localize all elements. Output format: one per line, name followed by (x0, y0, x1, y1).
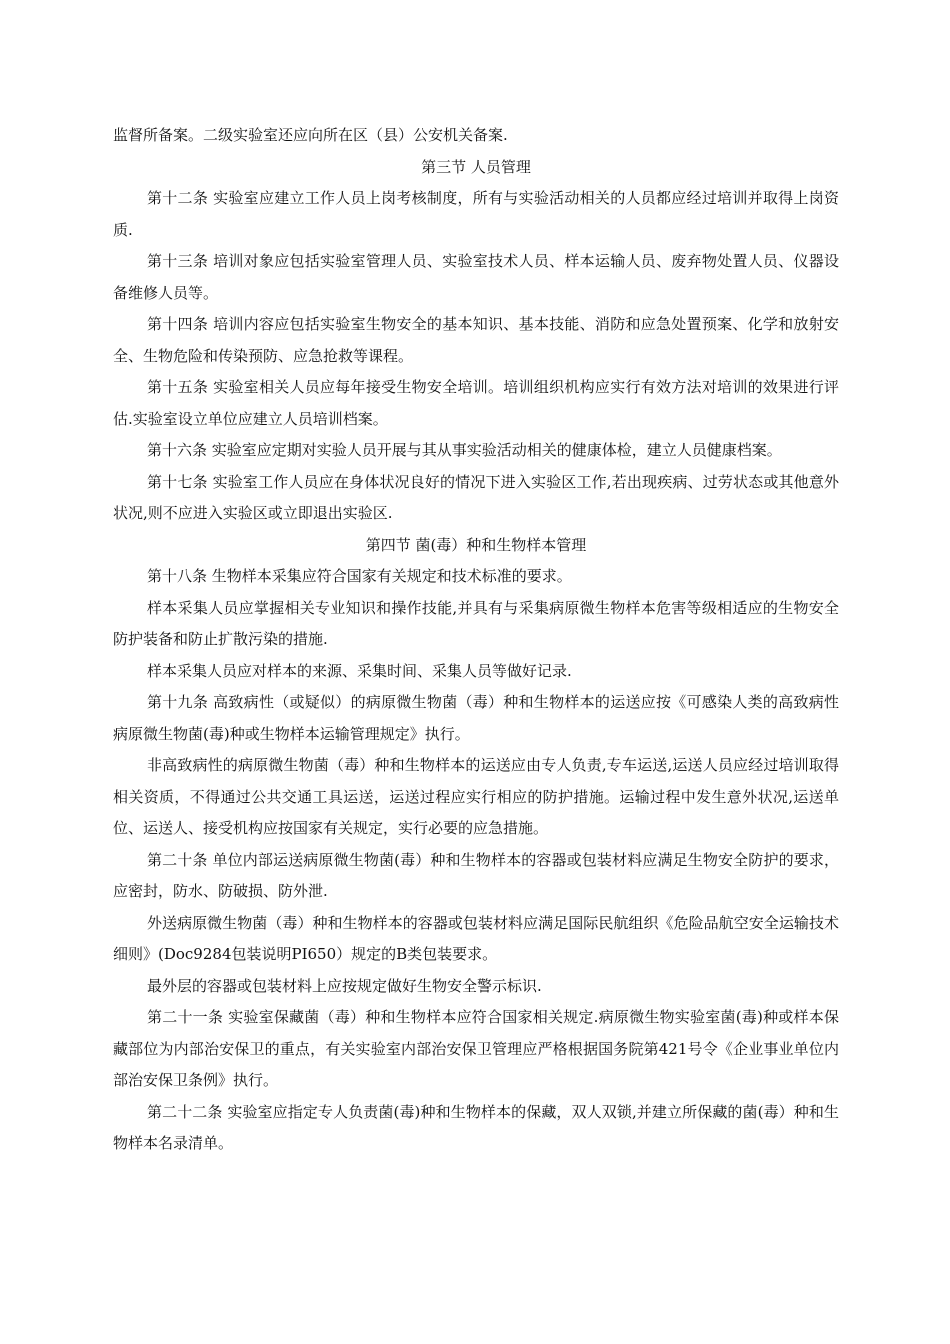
paragraph: 第二十一条 实验室保藏菌（毒）种和生物样本应符合国家相关规定.病原微生物实验室菌(毒)种或样本保藏部位为内部治安保卫的重点，有关实验室内部治安保卫管理应严格根据国务院第421号令《企业事业单位内部治安保卫条例》执行。 (113, 1008, 839, 1089)
paragraph: 样本采集人员应对样本的来源、采集时间、采集人员等做好记录. (147, 661, 572, 680)
paragraph: 第二十二条 实验室应指定专人负责菌(毒)种和生物样本的保藏，双人双锁,并建立所保藏的菌(毒）种和生物样本名录清单。 (113, 1102, 839, 1152)
paragraph: 第十二条 实验室应建立工作人员上岗考核制度，所有与实验活动相关的人员都应经过培训并取得上岗资质. (113, 189, 839, 239)
paragraph: 第十六条 实验室应定期对实验人员开展与其从事实验活动相关的健康体检，建立人员健康档案。 (147, 441, 782, 459)
paragraph: 第十九条 高致病性（或疑似）的病原微生物菌（毒）种和生物样本的运送应按《可感染人类的高致病性病原微生物菌(毒)种或生物样本运输管理规定》执行。 (113, 693, 839, 743)
document-body (113, 120, 839, 1160)
paragraph: 第十三条 培训对象应包括实验室管理人员、实验室技术人员、样本运输人员、废弃物处置人员、仪器设备维修人员等。 (113, 252, 839, 302)
paragraph: 监督所备案。二级实验室还应向所在区（县）公安机关备案. (113, 126, 508, 144)
section-heading: 第四节 菌(毒）种和生物样本管理 (365, 535, 587, 554)
paragraph: 外送病原微生物菌（毒）种和生物样本的容器或包装材料应满足国际民航组织《危险品航空安全运输技术细则》(Doc9284包装说明PI650）规定的B类包装要求。 (113, 913, 839, 963)
paragraph: 非高致病性的病原微生物菌（毒）种和生物样本的运送应由专人负责,专车运送,运送人员应经过培训取得相关资质，不得通过公共交通工具运送，运送过程应实行相应的防护措施。运输过程中发生意外状况,运送单位、运送人、接受机构应按国家有关规定，实行必要的应急措施。 (113, 756, 839, 837)
paragraph: 样本采集人员应掌握相关专业知识和操作技能,并具有与采集病原微生物样本危害等级相适应的生物安全防护装备和防止扩散污染的措施. (113, 598, 839, 648)
paragraph: 第十五条 实验室相关人员应每年接受生物安全培训。培训组织机构应实行有效方法对培训的效果进行评估.实验室设立单位应建立人员培训档案。 (113, 378, 839, 428)
paragraph: 最外层的容器或包装材料上应按规定做好生物安全警示标识. (147, 976, 542, 995)
section-heading: 第三节 人员管理 (421, 157, 531, 176)
paragraph: 第二十条 单位内部运送病原微生物菌(毒）种和生物样本的容器或包装材料应满足生物安全防护的要求，应密封，防水、防破损、防外泄. (113, 850, 839, 900)
paragraph: 第十七条 实验室工作人员应在身体状况良好的情况下进入实验区工作,若出现疾病、过劳状态或其他意外状况,则不应进入实验区或立即退出实验区. (113, 472, 839, 522)
paragraph: 第十八条 生物样本采集应符合国家有关规定和技术标准的要求。 (147, 567, 572, 585)
paragraph: 第十四条 培训内容应包括实验室生物安全的基本知识、基本技能、消防和应急处置预案、化学和放射安全、生物危险和传染预防、应急抢救等课程。 (113, 315, 839, 365)
